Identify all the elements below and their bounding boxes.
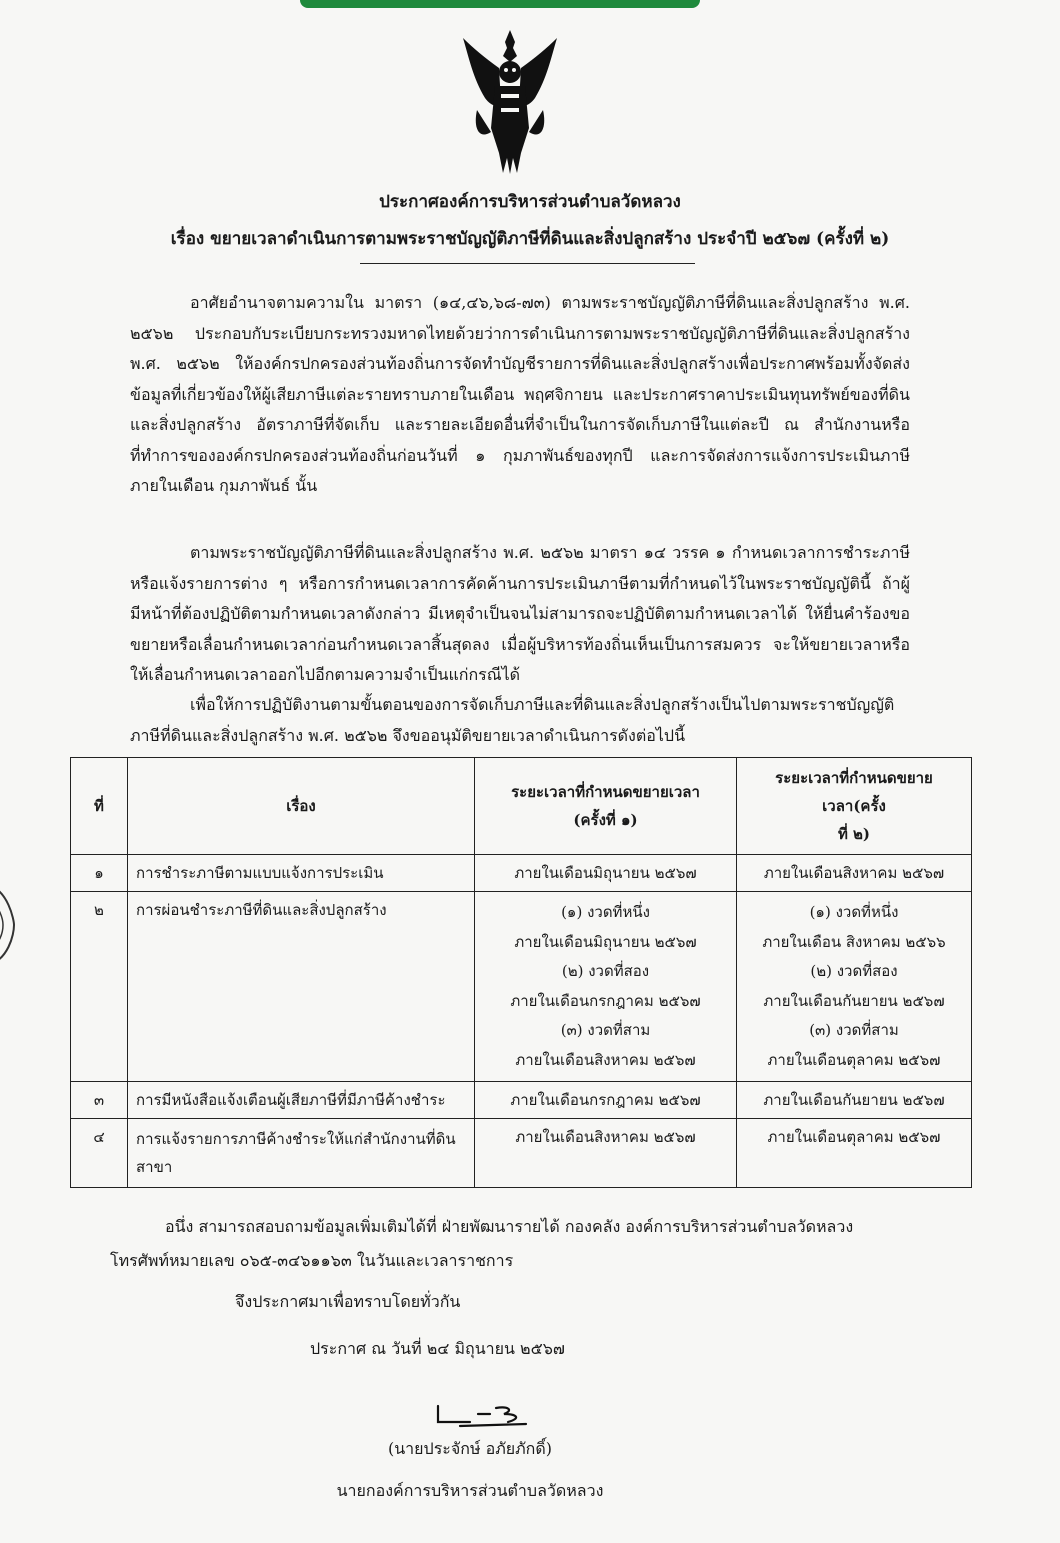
header-period-1-line1: ระยะเวลาที่กำหนดขยายเวลา xyxy=(511,783,700,801)
installment-1-date: ภายในเดือนมิถุนายน ๒๕๖๗ xyxy=(514,932,697,951)
installment-1-label: (๑) งวดที่หนึ่ง xyxy=(809,903,899,921)
announcement-org-title: ประกาศองค์การบริหารส่วนตำบลวัดหลวง xyxy=(379,192,681,212)
row-subject: การมีหนังสือแจ้งเตือนผู้เสียภาษีที่มีภาษีค้างชำระ xyxy=(128,1082,475,1119)
installment-3-date: ภายในเดือนสิงหาคม ๒๕๖๗ xyxy=(515,1050,696,1069)
table-header-row xyxy=(71,758,972,855)
row-period-2: ภายในเดือนกันยายน ๒๕๖๗ xyxy=(737,1082,972,1119)
header-period-1 xyxy=(475,758,737,855)
paragraph-approval xyxy=(130,690,910,751)
contact-text: อนึ่ง สามารถสอบถามข้อมูลเพิ่มเติมได้ที่ ฝ่ายพัฒนารายได้ กองคลัง องค์การบริหารส่วนตำบลวัดหลวง โทรศัพท์หมายเลข ๐๖๕-๓๔๖๑๑๖๓ ในวันและเวลาราชการ xyxy=(110,1217,854,1270)
row-period-1: ภายในเดือนสิงหาคม ๒๕๖๗ xyxy=(475,1119,737,1188)
header-period-2-line1: ระยะเวลาที่กำหนดขยายเวลา(ครั้ง xyxy=(775,769,933,815)
row-period-2: ภายในเดือนสิงหาคม ๒๕๖๗ xyxy=(737,855,972,892)
paragraph-section-14-text: ตามพระราชบัญญัติภาษีที่ดินและสิ่งปลูกสร้าง พ.ศ. ๒๕๖๒ มาตรา ๑๔ วรรค ๑ กำหนดเวลาการชำระภาษีหรือแจ้งรายการต่าง ๆ หรือการกำหนดเวลาการคัดค้านการประเมินภาษีตามที่กำหนดไว้ในพระราชบัญญัตินี้ ถ้าผู้มีหน้าที่ต้องปฏิบัติตามกำหนดเวลาดังกล่าว มีเหตุจำเป็นจนไม่สามารถจะปฏิบัติตามกำหนดเวลาได้ ให้ยื่นคำร้องขอขยายหรือเลื่อนกำหนดเวลาก่อนกำหนดเวลาสิ้นสุดลง เมื่อผู้บริหารท้องถิ่นเห็นเป็นการสมควร จะให้ขยายเวลาหรือให้เลื่อนกำหนดเวลาออกไปอีกตามความจำเป็นแก่กรณีได้ xyxy=(130,543,911,684)
seal-stamp-edge-icon xyxy=(0,880,18,970)
table-row xyxy=(71,892,972,1082)
paragraph-authority-text: อาศัยอำนาจตามความใน มาตรา (๑๔,๔๖,๖๘-๗๓) ตามพระราชบัญญัติภาษีที่ดินและสิ่งปลูกสร้าง พ.ศ. ๒๕๖๒ ประกอบกับระเบียบกระทรวงมหาดไทยด้วยว่าการดำเนินการตามพระราชบัญญัติภาษีที่ดินและสิ่งปลูกสร้าง พ.ศ. ๒๕๖๒ ให้องค์กรปกครองส่วนท้องถิ่นการจัดทำบัญชีรายการที่ดินและสิ่งปลูกสร้างเพื่อประกาศพร้อมทั้งจัดส่งข้อมูลที่เกี่ยวข้องให้ผู้เสียภาษีแต่ละรายทราบภายในเดือน พฤศจิกายน และประกาศราคาประเมินทุนทรัพย์ของที่ดินและสิ่งปลูกสร้าง อัตราภาษีที่จัดเก็บ และรายละเอียดอื่นที่จำเป็นในการจัดเก็บภาษีในแต่ละปี ณ สำนักงานหรือที่ทำการขององค์กรปกครองส่วนท้องถิ่นก่อนวันที่ ๑ กุมภาพันธ์ของทุกปี และการจัดส่งการแจ้งการประเมินภาษีภายในเดือน กุมภาพันธ์ นั้น xyxy=(130,293,910,495)
table-row xyxy=(71,1082,972,1119)
row-period-1 xyxy=(475,892,737,1082)
table-row xyxy=(71,1119,972,1188)
paragraph-approval-text: เพื่อให้การปฏิบัติงานตามขั้นตอนของการจัดเก็บภาษีและที่ดินและสิ่งปลูกสร้างเป็นไปตามพระราชบัญญัติภาษีที่ดินและสิ่งปลูกสร้าง พ.ศ. ๒๕๖๒ จึงขออนุมัติขยายเวลาดำเนินการดังต่อไปนี้ xyxy=(130,695,895,745)
row-period-1: ภายในเดือนกรกฎาคม ๒๕๖๗ xyxy=(475,1082,737,1119)
row-period-2: ภายในเดือนตุลาคม ๒๕๖๗ xyxy=(737,1119,972,1188)
signer-title: นายกองค์การบริหารส่วนตำบลวัดหลวง xyxy=(336,1481,604,1500)
installment-1-date: ภายในเดือน สิงหาคม ๒๕๖๖ xyxy=(762,932,946,951)
signer-name: (นายประจักษ์ อภัยภักดิ์) xyxy=(388,1439,552,1458)
paragraph-authority xyxy=(130,288,910,502)
header-subject: เรื่อง xyxy=(128,758,475,855)
top-green-mark xyxy=(300,0,700,8)
installment-2-date: ภายในเดือนกันยายน ๒๕๖๗ xyxy=(763,991,945,1010)
installment-1-label: (๑) งวดที่หนึ่ง xyxy=(561,903,650,921)
header-period-2 xyxy=(737,758,972,855)
header-period-1-line2: (ครั้งที่ ๑) xyxy=(573,811,638,829)
row-period-2 xyxy=(737,892,972,1082)
contact-paragraph xyxy=(110,1210,910,1278)
installment-2-label: (๒) งวดที่สอง xyxy=(561,962,650,980)
title-divider xyxy=(360,263,695,264)
installment-3-date: ภายในเดือนตุลาคม ๒๕๖๗ xyxy=(767,1050,941,1069)
extension-schedule-table xyxy=(70,757,972,1188)
header-period-2-line2: ที่ ๒) xyxy=(837,825,871,843)
garuda-emblem-icon xyxy=(455,28,565,178)
installment-3-label: (๓) งวดที่สาม xyxy=(560,1021,651,1039)
installment-2-date: ภายในเดือนกรกฎาคม ๒๕๖๗ xyxy=(510,991,701,1010)
row-no: ๓ xyxy=(71,1082,128,1119)
row-period-1: ภายในเดือนมิถุนายน ๒๕๖๗ xyxy=(475,855,737,892)
row-subject: การผ่อนชำระภาษีที่ดินและสิ่งปลูกสร้าง xyxy=(128,892,475,1082)
row-no: ๔ xyxy=(71,1119,128,1188)
row-no: ๒ xyxy=(71,892,128,1082)
installment-2-label: (๒) งวดที่สอง xyxy=(810,962,898,980)
table-row xyxy=(71,855,972,892)
announcement-subject: เรื่อง ขยายเวลาดำเนินการตามพระราชบัญญัติภาษีที่ดินและสิ่งปลูกสร้าง ประจำปี ๒๕๖๗ (ครั้งที่ ๒) xyxy=(170,229,890,249)
row-subject: การแจ้งรายการภาษีค้างชำระให้แก่สำนักงานที่ดินสาขา xyxy=(128,1119,475,1188)
announcement-date: ประกาศ ณ วันที่ ๒๔ มิถุนายน ๒๕๖๗ xyxy=(310,1339,565,1358)
row-subject: การชำระภาษีตามแบบแจ้งการประเมิน xyxy=(128,855,475,892)
header-no: ที่ xyxy=(71,758,128,855)
installment-3-label: (๓) งวดที่สาม xyxy=(809,1021,899,1039)
signature-icon xyxy=(430,1400,540,1430)
closing-line: จึงประกาศมาเพื่อทราบโดยทั่วกัน xyxy=(235,1292,461,1311)
paragraph-section-14 xyxy=(130,538,910,691)
row-no: ๑ xyxy=(71,855,128,892)
